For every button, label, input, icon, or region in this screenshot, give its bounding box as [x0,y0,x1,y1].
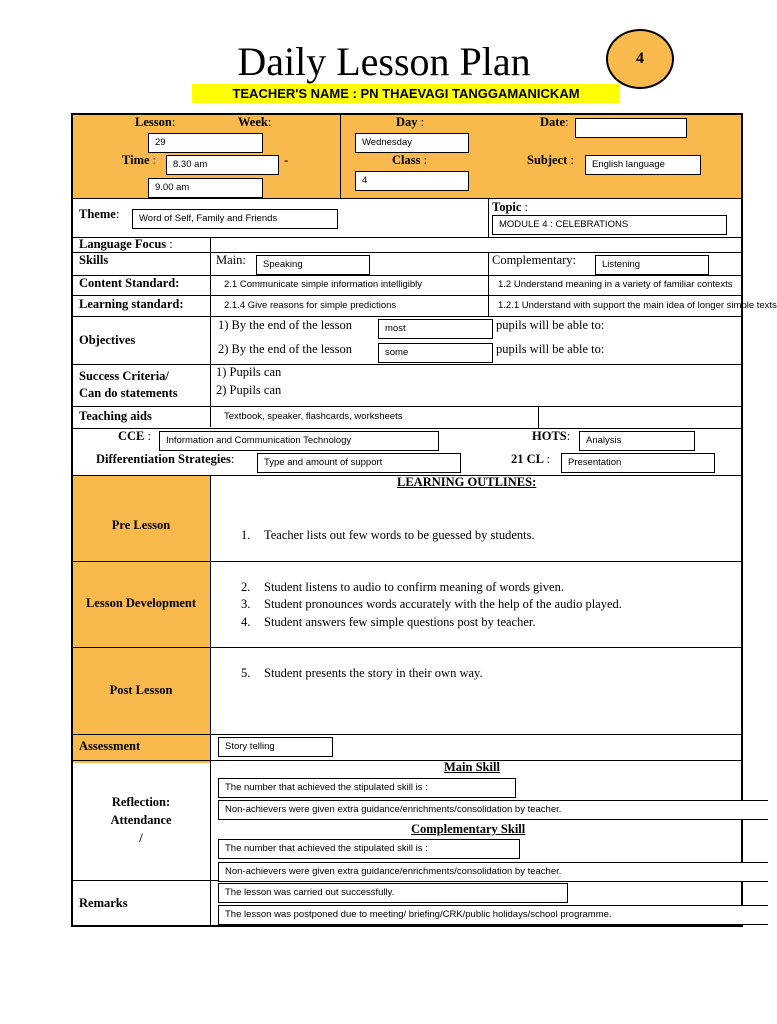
comp-skill-heading: Complementary Skill [411,822,526,836]
time-label: Time : [122,153,157,167]
page-title: Daily Lesson Plan [237,39,531,84]
comp-skill-nonachievers-field[interactable]: Non-achievers were given extra guidance/enrichments/consolidation by teacher. [218,862,768,882]
dev-step-3-text: Student pronounces words accurately with the help of the audio played. [264,597,622,611]
remarks-completed-field[interactable]: The lesson was carried out successfully. [218,883,568,903]
teaching-aids-field[interactable]: Textbook, speaker, flashcards, worksheets [218,409,536,426]
class-field[interactable]: 4 [355,171,469,191]
learning-standard-label: Learning standard: [79,297,184,311]
pre-lesson-step-number: 1. [241,528,251,542]
remarks-label: Remarks [79,896,128,910]
differentiation-field[interactable]: Type and amount of support [257,453,461,473]
content-standard-main[interactable]: 2.1 Communicate simple information intelligibly [218,277,486,294]
date-label: Date: [540,115,569,129]
post-lesson-label: Post Lesson [109,683,173,697]
cce-label: CCE : [118,429,152,443]
comp-skill-label: Complementary: [492,253,577,267]
dev-step-4-number: 4. [241,615,251,629]
language-focus-label: Language Focus : [79,237,173,251]
time-end-field[interactable]: 9.00 am [148,178,263,198]
lesson-label: Lesson: [135,115,176,129]
time-start-field[interactable]: 8.30 am [166,155,279,175]
hots-label: HOTS: [532,429,571,443]
dev-step-2-number: 2. [241,580,251,594]
can-do-label: Can do statements [79,386,178,400]
reflection-slash: / [139,831,143,845]
post-step-number: 5. [241,666,251,680]
main-skill-field[interactable]: Speaking [256,255,370,275]
topic-label: Topic : [492,200,529,214]
teaching-aids-label: Teaching aids [79,409,152,423]
success-item-2: 2) Pupils can [216,383,282,397]
main-skill-heading: Main Skill [444,760,500,774]
theme-label: Theme: [79,207,120,221]
pre-lesson-step-text: Teacher lists out few words to be guessed by students. [264,528,535,542]
dev-step-3-number: 3. [241,597,251,611]
day-field[interactable]: Wednesday [355,133,469,153]
cce-field[interactable]: Information and Communication Technology [159,431,439,451]
topic-field[interactable]: MODULE 4 : CELEBRATIONS [492,215,727,235]
dev-step-2-text: Student listens to audio to confirm meaning of words given. [264,580,564,594]
content-standard-comp[interactable]: 1.2 Understand meaning in a variety of familiar contexts [492,277,740,294]
comp-skill-field[interactable]: Listening [595,255,709,275]
cl21-field[interactable]: Presentation [561,453,715,473]
theme-field[interactable]: Word of Self, Family and Friends [132,209,338,229]
date-field[interactable] [575,118,687,138]
content-standard-label: Content Standard: [79,276,180,290]
post-step-text: Student presents the story in their own way. [264,666,483,680]
objective-2-prefix: 2) By the end of the lesson [218,342,353,356]
reflection-label: Reflection: [111,795,171,809]
teacher-name: TEACHER'S NAME : PN THAEVAGI TANGGAMANICKAM [192,84,620,103]
differentiation-label: Differentiation Strategies: [96,452,235,466]
assessment-field[interactable]: Story telling [218,737,333,757]
lesson-number-badge: 4 [606,29,674,89]
main-skill-label: Main: [216,253,246,267]
main-skill-nonachievers-field[interactable]: Non-achievers were given extra guidance/enrichments/consolidation by teacher. [218,800,768,820]
success-criteria-label: Success Criteria/ [79,369,169,383]
time-dash: - [284,153,289,167]
cl21-label: 21 CL : [511,452,550,466]
assessment-label: Assessment [79,739,141,753]
remarks-postponed-field[interactable]: The lesson was postponed due to meeting/ briefing/CRK/public holidays/school programme. [218,905,768,925]
subject-label: Subject : [527,153,574,167]
learning-standard-comp[interactable]: 1.2.1 Understand with support the main idea of longer simple texts [492,298,740,315]
comp-skill-number-field[interactable]: The number that achieved the stipulated skill is : [218,839,520,859]
pre-lesson-label: Pre Lesson [111,518,171,532]
objective-2-field[interactable]: some [378,343,493,363]
attendance-label: Attendance [110,813,172,827]
learning-standard-main[interactable]: 2.1.4 Give reasons for simple predictions [218,298,486,315]
objective-1-prefix: 1) By the end of the lesson [218,318,353,332]
lesson-development-label: Lesson Development [85,596,197,610]
objective-2-suffix: pupils will be able to: [496,342,605,356]
subject-field[interactable]: English language [585,155,701,175]
objective-1-suffix: pupils will be able to: [496,318,605,332]
skills-label: Skills [79,253,109,267]
hots-field[interactable]: Analysis [579,431,695,451]
day-label: Day : [396,115,425,129]
class-label: Class : [392,153,428,167]
objective-1-field[interactable]: most [378,319,493,339]
week-label: Week: [238,115,272,129]
objectives-label: Objectives [79,333,136,347]
main-skill-number-field[interactable]: The number that achieved the stipulated skill is : [218,778,516,798]
success-item-1: 1) Pupils can [216,365,282,379]
lesson-field[interactable]: 29 [148,133,263,153]
dev-step-4-text: Student answers few simple questions post by teacher. [264,615,536,629]
learning-outlines-heading: LEARNING OUTLINES: [397,475,537,489]
